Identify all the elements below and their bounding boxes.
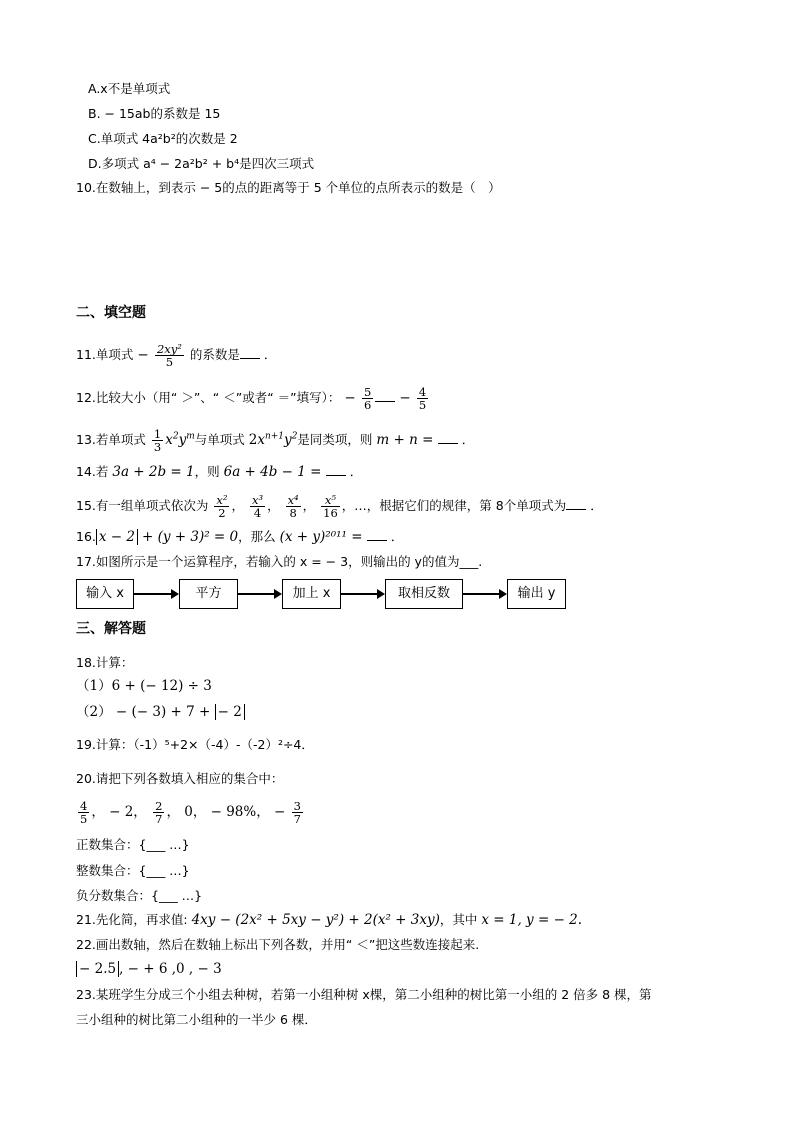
section-answer-heading: 三、解答题 bbox=[76, 621, 146, 637]
q21 bbox=[76, 910, 582, 930]
q20-integer-set: 整数集合：{___ …} bbox=[76, 863, 190, 878]
q16-equation: + (y + 3)² = 0 bbox=[141, 529, 239, 545]
q13-end: ． bbox=[461, 432, 475, 447]
q20-numbers-part-2: ， 0， − 98%， − bbox=[166, 804, 290, 820]
flow-arrow-4 bbox=[463, 593, 505, 595]
q23-line-2: 三小组种的树比第二小组种的一半少 6 棵． bbox=[76, 1012, 317, 1027]
q9-option-c: C.单项式 4a²b²的次数是 2 bbox=[88, 131, 238, 146]
q12-prefix: 12.比较大小（用“ ＞”、“ ＜”或者“ ＝”填写）： bbox=[76, 390, 341, 405]
q12-answer-blank[interactable] bbox=[375, 389, 395, 402]
q9-option-a: A.x不是单项式 bbox=[88, 81, 171, 96]
flow-box-add-x: 加上 x bbox=[282, 579, 341, 609]
q11-prefix: 11.单项式 bbox=[76, 347, 134, 362]
q12-fraction-2 bbox=[417, 386, 428, 411]
q12-num-1: 5 bbox=[364, 385, 372, 399]
q20-negative-fraction-set: 负分数集合：{___ …} bbox=[76, 888, 203, 903]
q16-answer-blank[interactable] bbox=[367, 528, 387, 541]
q15-answer-blank[interactable] bbox=[566, 497, 586, 510]
q15-suffix: ，…，根据它们的规律，第 8个单项式为 bbox=[341, 498, 567, 513]
q18-part-1: （1）6 + (− 12) ÷ 3 bbox=[76, 678, 212, 694]
q16-mid: ，那么 bbox=[238, 529, 276, 544]
q12-fraction-1 bbox=[362, 386, 373, 411]
flow-arrow-2 bbox=[238, 593, 280, 595]
section-fill-blank-heading: 二、填空题 bbox=[76, 305, 146, 321]
q14-answer-blank[interactable] bbox=[326, 463, 346, 476]
q20-title: 20.请把下列各数填入相应的集合中： bbox=[76, 771, 284, 786]
flow-box-square: 平方 bbox=[179, 579, 238, 609]
q13-answer-blank[interactable] bbox=[438, 431, 458, 444]
flow-box-negate: 取相反数 bbox=[385, 579, 463, 609]
q15-end: ． bbox=[590, 498, 603, 513]
q20-numbers bbox=[76, 800, 305, 825]
q21-condition: x = 1, y = − 2. bbox=[481, 912, 583, 928]
q15-prefix: 15.有一组单项式依次为 bbox=[76, 498, 209, 513]
q13-mid: 与单项式 bbox=[194, 432, 245, 447]
q18-title: 18.计算： bbox=[76, 655, 134, 670]
q20-numbers-part-1: ， − 2， bbox=[91, 804, 147, 820]
flow-box-output: 输出 y bbox=[507, 579, 566, 609]
q13-suffix: 是同类项，则 bbox=[297, 432, 373, 447]
q20-fraction-2: $\frac{2}{7}$ bbox=[155, 799, 163, 826]
q19-text: 19.计算：（-1）⁵+2×（-4）-（-2）²÷4． bbox=[76, 737, 314, 752]
q16-expression: (x + y)²⁰¹¹ = bbox=[279, 529, 367, 545]
q9-option-b: B. − 15ab的系数是 15 bbox=[88, 106, 221, 121]
q12-den-2: 5 bbox=[418, 398, 427, 412]
q11-fraction bbox=[155, 343, 184, 368]
flow-arrow-3 bbox=[341, 593, 383, 595]
q22-abs-value: − 2.5 bbox=[76, 961, 119, 977]
q13-fraction: $\frac{1}{3}$ bbox=[153, 427, 162, 454]
q20-fraction-1: $\frac{4}{5}$ bbox=[80, 799, 88, 826]
q11-answer-blank[interactable] bbox=[240, 346, 260, 359]
q22-numbers-rest: , − + 6 ,0 , − 3 bbox=[119, 961, 222, 977]
q18-part-2 bbox=[76, 702, 245, 722]
q15: 15.有一组单项式依次为 $\frac{\text{x²}}{2}$ ， $\frac{\text{x³}}{4}$ ， $\frac{\text{x⁴}}{8}$ ， $\frac{\text{x⁵}}{16}$ ，…，根据它们的规律，第 8个单项式为 ． bbox=[76, 493, 603, 520]
q12-num-2: 4 bbox=[418, 385, 427, 399]
q21-prefix: 21.先化简，再求值: bbox=[76, 912, 188, 927]
flow-box-input: 输入 x bbox=[76, 579, 134, 609]
q20-positive-set: 正数集合：{___ …} bbox=[76, 837, 190, 852]
q15-term-3: $\frac{\text{x⁴}}{8}$ bbox=[287, 493, 299, 520]
q23-line-1: 23.某班学生分成三个小组去种树，若第一小组种树 x棵，第二小组种的树比第一小组的 2 倍多 8 棵，第 bbox=[76, 987, 652, 1002]
q22-text: 22.画出数轴，然后在数轴上标出下列各数，并用“ ＜”把这些数连接起来. bbox=[76, 937, 480, 952]
q21-mid: ，其中 bbox=[439, 912, 478, 927]
q11-numerator: 2xy² bbox=[156, 342, 182, 356]
q11-end: ． bbox=[263, 347, 277, 362]
flow-arrow-1 bbox=[134, 593, 177, 595]
q21-expression: 4xy − (2x² + 5xy − y²) + 2(x² + 3xy) bbox=[191, 912, 440, 928]
q15-term-4: $\frac{\text{x⁵}}{16}$ bbox=[323, 493, 338, 520]
q16-prefix: 16. bbox=[76, 529, 96, 544]
q12: 12.比较大小（用“ ＞”、“ ＜”或者“ ＝”填写）： − $\frac{5}{6}$ − $\frac{4}{5}$ bbox=[76, 385, 427, 412]
q15-term-1: $\frac{\text{x²}}{2}$ bbox=[216, 493, 228, 520]
q16 bbox=[76, 527, 403, 547]
q13-prefix: 13.若单项式 bbox=[76, 432, 146, 447]
q9-option-d: D.多项式 a⁴ − 2a²b² + b⁴是四次三项式 bbox=[88, 156, 315, 171]
q13-expression: m + n = bbox=[376, 432, 438, 448]
q16-end: ． bbox=[390, 529, 404, 544]
q17-text: 17.如图所示是一个运算程序，若输入的 x = − 3，则输出的 y的值为___. bbox=[76, 554, 483, 569]
q14-end: ． bbox=[349, 464, 363, 479]
q11-denominator: 5 bbox=[165, 355, 174, 369]
q13: 13.若单项式 $\frac{1}{3}$ $x^2y^m$与单项式 $2x^{n+1}y^2$是同类项，则 m + n = ． bbox=[76, 427, 475, 454]
q18-abs-value: − 2 bbox=[215, 704, 245, 720]
q22-numbers bbox=[76, 959, 222, 979]
q18-part-2-text: （2） − (− 3) + 7 + bbox=[76, 704, 215, 720]
q12-den-1: 6 bbox=[364, 398, 372, 412]
q16-absolute-value: x − 2 bbox=[96, 529, 138, 545]
q10-text: 10.在数轴上，到表示 − 5的点的距离等于 5 个单位的点所表示的数是（ ） bbox=[76, 180, 501, 195]
q11: 11.单项式 − $\frac{\text{2xy²}}{5}$ 的系数是 ． bbox=[76, 342, 277, 369]
q14-prefix: 14.若 bbox=[76, 464, 109, 479]
q14-condition: 3a + 2b = 1 bbox=[112, 464, 195, 480]
q14-mid: ，则 bbox=[194, 464, 220, 479]
q20-fraction-3: $\frac{3}{7}$ bbox=[293, 799, 301, 826]
q15-term-2: $\frac{\text{x³}}{4}$ bbox=[251, 493, 264, 520]
q11-suffix: 的系数是 bbox=[189, 347, 240, 362]
q14 bbox=[76, 462, 362, 482]
q14-expression: 6a + 4b − 1 = bbox=[223, 464, 326, 480]
